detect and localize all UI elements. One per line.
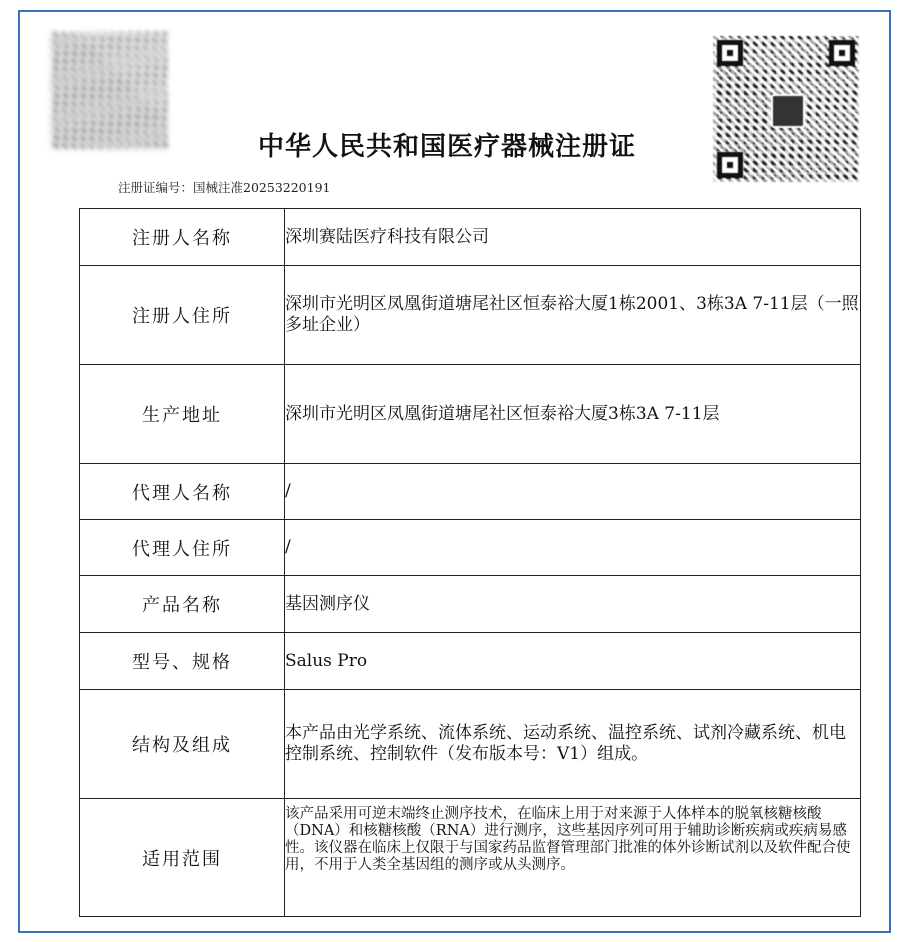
qr-finder-icon [717, 152, 743, 178]
table-row [80, 266, 861, 365]
row-label: 适用范围 [80, 799, 285, 917]
table-row [80, 209, 861, 266]
registration-number-value: 国械注准20253220191 [193, 180, 331, 195]
page-title: 中华人民共和国医疗器械注册证 [258, 132, 637, 162]
row-value: / [285, 464, 861, 520]
registration-number-label: 注册证编号： [118, 180, 194, 195]
registration-number [118, 178, 331, 196]
row-value: Salus Pro [285, 633, 861, 690]
row-value: 该产品采用可逆末端终止测序技术，在临床上用于对来源于人体样本的脱氧核糖核酸（DNA）和核糖核酸（RNA）进行测序，这些基因序列可用于辅助诊断疾病或疾病易感性。该仪器在临床上仅限于与国家药品监督管理部门批准的体外诊断试剂以及软件配合使用，不用于人类全基因组的测序或从头测序。 [285, 799, 861, 917]
row-label: 生产地址 [80, 365, 285, 464]
row-value: / [285, 520, 861, 576]
row-label: 代理人名称 [80, 464, 285, 520]
row-label: 注册人名称 [80, 209, 285, 266]
table-row [80, 365, 861, 464]
row-label: 注册人住所 [80, 266, 285, 365]
row-label: 代理人住所 [80, 520, 285, 576]
row-value: 深圳市光明区凤凰街道塘尾社区恒泰裕大厦1栋2001、3栋3A 7-11层（一照多址企业） [285, 266, 861, 365]
table-row [80, 799, 861, 917]
row-value: 深圳赛陆医疗科技有限公司 [285, 209, 861, 266]
certificate-table [79, 208, 861, 917]
row-label: 产品名称 [80, 576, 285, 633]
qr-finder-icon [829, 40, 855, 66]
row-value: 基因测序仪 [285, 576, 861, 633]
row-value: 本产品由光学系统、流体系统、运动系统、温控系统、试剂冷藏系统、机电控制系统、控制软件（发布版本号：V1）组成。 [285, 690, 861, 799]
certificate-page [18, 10, 891, 933]
qr-code-icon [50, 32, 168, 150]
table-row [80, 464, 861, 520]
row-label: 型号、规格 [80, 633, 285, 690]
table-row [80, 633, 861, 690]
qr-finder-icon [717, 40, 743, 66]
row-value: 深圳市光明区凤凰街道塘尾社区恒泰裕大厦3栋3A 7-11层 [285, 365, 861, 464]
qr-code-icon [713, 36, 859, 182]
row-label: 结构及组成 [80, 690, 285, 799]
qr-logo-icon [771, 94, 805, 128]
table-row [80, 520, 861, 576]
table-row [80, 690, 861, 799]
table-row [80, 576, 861, 633]
